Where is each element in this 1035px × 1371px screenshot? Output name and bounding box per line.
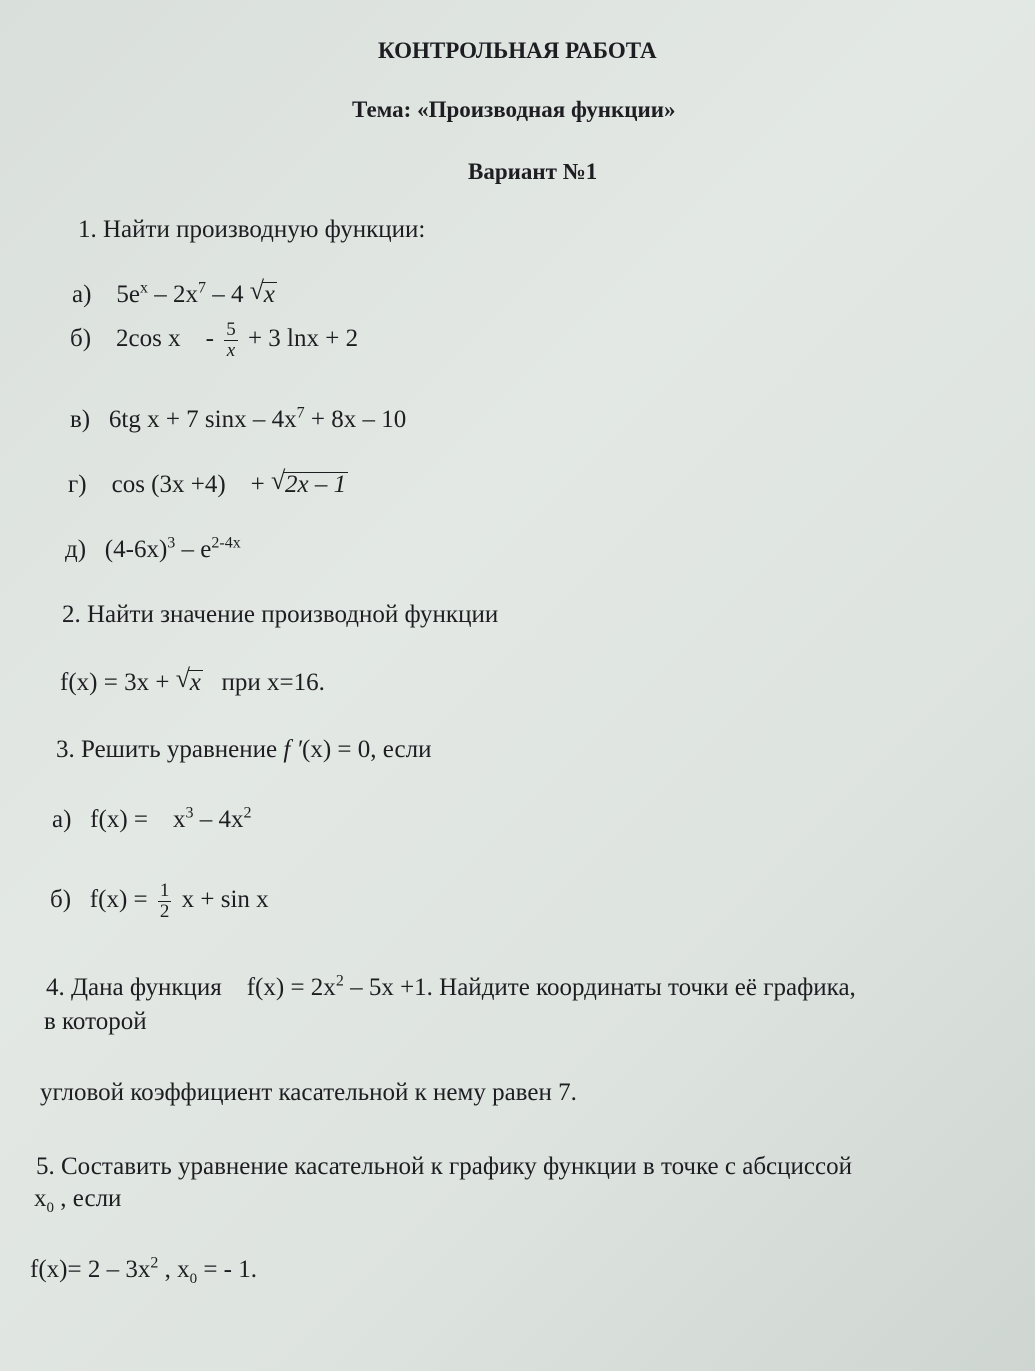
sqrt-symbol: √ x bbox=[249, 276, 275, 308]
fraction: $\frac{5}{x}$ bbox=[226, 318, 236, 361]
task3-heading: 3. Решить уравнение f ′(x) = 0, если bbox=[56, 736, 432, 763]
fraction: $\frac{1}{2}$ bbox=[159, 879, 170, 922]
variant-line: Вариант №1 bbox=[468, 159, 598, 184]
task5-line1: 5. Составить уравнение касательной к графику функции в точке с абсциссой bbox=[36, 1153, 852, 1180]
task1-item-v: в) 6tg x + 7 $\sin x - 4x^7 + 8x - 10$ bbox=[70, 404, 407, 433]
task3-item-a: а) f(x) = $x^3 - 4x^2$ bbox=[52, 804, 252, 833]
task1-item-g: г) cos (3x +4) + √ 2x – 1 bbox=[68, 466, 347, 498]
topic-line: Тема: «Производная функции» bbox=[352, 97, 676, 122]
task2-function: f(x) = 3x + √ x при x=16. bbox=[60, 664, 325, 696]
sqrt-symbol: √ 2x – 1 bbox=[271, 466, 347, 498]
task1-item-d: д) $(4-6x)^3 - e^{2-4x}$ bbox=[65, 534, 241, 563]
task4-line1: 4. Дана функция $f(x) = 2x^2 - 5x +1$. Найдите координаты точки её графика, bbox=[46, 972, 856, 1001]
task1-item-a: а) $5e^x - 2x^7 - 4$ √ x bbox=[72, 276, 275, 308]
task1-item-b: б) 2cos x - $\frac{5}{x}$ + 3 lnx + 2 bbox=[70, 318, 359, 361]
task2-heading: 2. Найти значение производной функции bbox=[62, 601, 499, 628]
sqrt-symbol: √ x bbox=[175, 664, 201, 696]
task5-line3: $f(x)= 2 - 3x^2$ , $x_0$ = - 1. bbox=[30, 1254, 258, 1287]
page-title: КОНТРОЛЬНАЯ РАБОТА bbox=[378, 38, 657, 63]
task4-line2: в которой bbox=[44, 1008, 147, 1035]
task3-item-b: б) f(x) = $\frac{1}{2}$ x + sin x bbox=[50, 879, 269, 922]
task1-heading: 1. Найти производную функции: bbox=[78, 216, 426, 243]
task5-line2: $x_0$ , если bbox=[34, 1185, 122, 1216]
task4-line3: угловой коэффициент касательной к нему равен 7. bbox=[40, 1079, 577, 1106]
